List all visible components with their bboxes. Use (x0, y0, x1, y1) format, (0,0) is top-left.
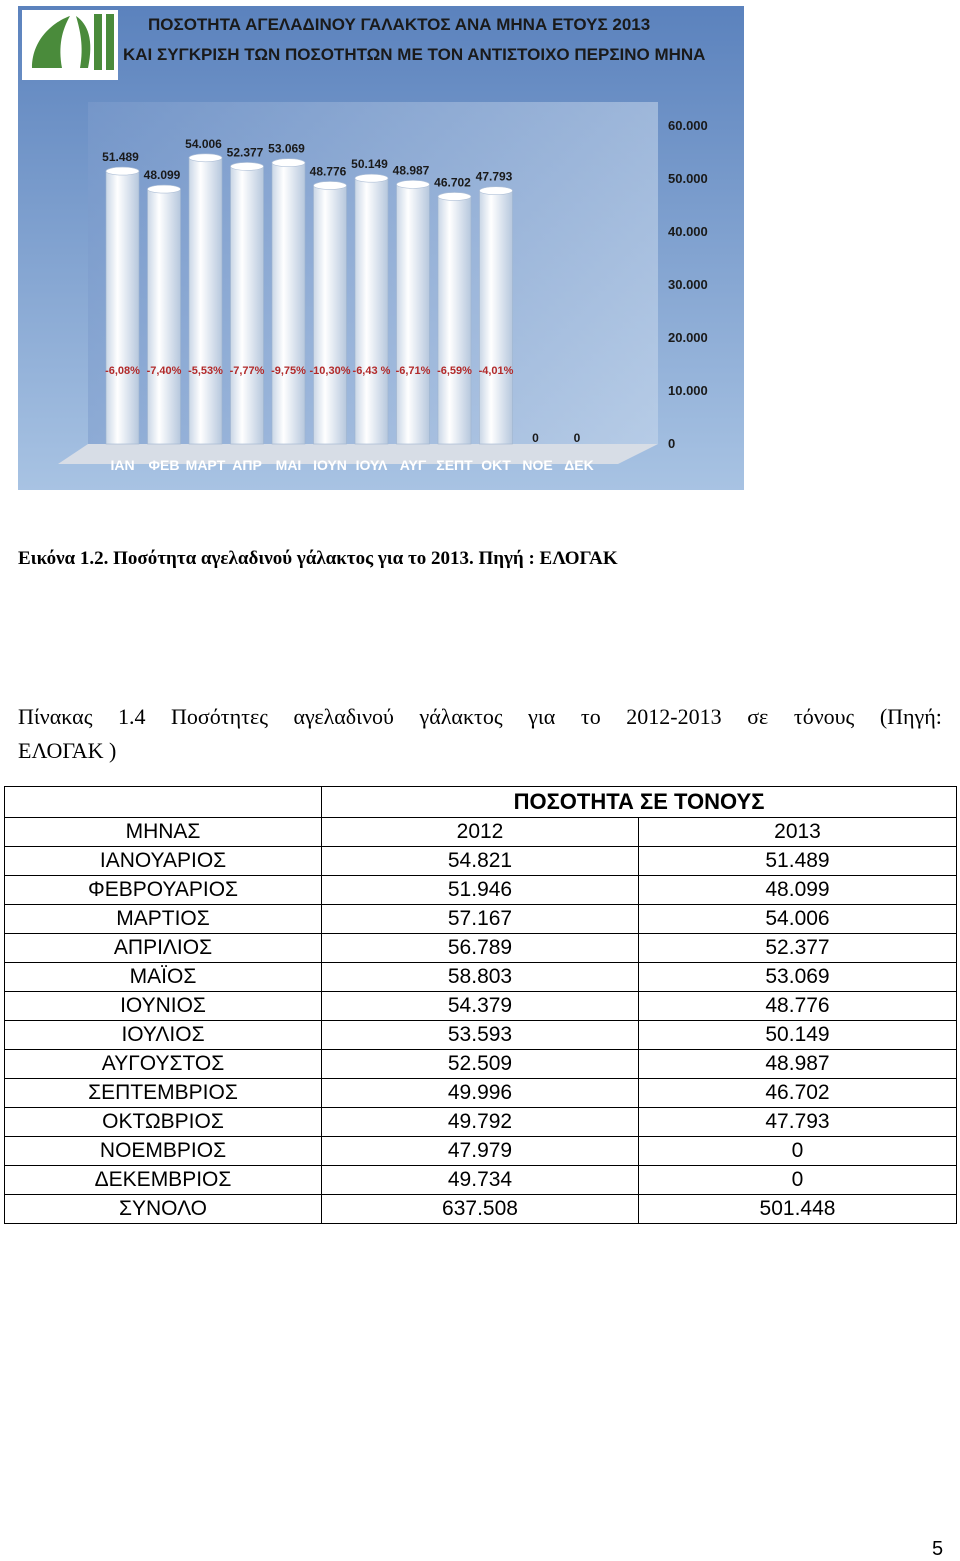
bar-value-label: 54.006 (185, 136, 222, 151)
month-cell: ΑΠΡΙΛΙΟΣ (5, 934, 322, 963)
month-cell: ΙΟΥΛΙΟΣ (5, 1021, 322, 1050)
table-title-line2: ΕΛΟΓΑΚ ) (18, 738, 117, 763)
value-2013-cell: 0 (639, 1166, 957, 1195)
table-row (5, 992, 957, 1021)
x-tick-label: ΜΑΙ (275, 457, 302, 473)
x-tick-label: ΝΟΕ (522, 457, 553, 473)
x-tick-label: ΟΚΤ (481, 457, 511, 473)
table-row (5, 905, 957, 934)
table-row (5, 1079, 957, 1108)
table-row (5, 847, 957, 876)
x-tick-label: ΔΕΚ (564, 457, 594, 473)
bar (189, 158, 222, 444)
change-percent-label: -6,43 % (352, 365, 391, 377)
value-2013-cell: 0 (639, 1137, 957, 1166)
table-row (5, 1050, 957, 1079)
change-percent-label: -4,01% (478, 365, 514, 377)
x-tick-label: ΙΑΝ (110, 457, 135, 473)
table-title-word: σε (747, 704, 769, 729)
value-2012-cell: 54.379 (322, 992, 639, 1021)
table-row (5, 1108, 957, 1137)
value-2012-cell: 49.996 (322, 1079, 639, 1108)
value-2012-cell: 52.509 (322, 1050, 639, 1079)
table-title-word: το (580, 704, 601, 729)
milk-quantity-table (4, 786, 957, 1224)
x-tick-label: ΙΟΥΝ (313, 457, 347, 473)
table-header-empty-cell (5, 787, 322, 818)
value-2013-cell: 48.987 (639, 1050, 957, 1079)
table-title-word: 2012-2013 (626, 704, 722, 729)
month-cell: ΜΑΡΤΙΟΣ (5, 905, 322, 934)
value-2013-cell: 48.776 (639, 992, 957, 1021)
table-title-word: αγελαδινού (293, 704, 394, 729)
month-cell: ΑΥΓΟΥΣΤΟΣ (5, 1050, 322, 1079)
value-2013-cell: 53.069 (639, 963, 957, 992)
value-2012-cell: 54.821 (322, 847, 639, 876)
x-tick-label: ΦΕΒ (148, 457, 180, 473)
bar (106, 171, 139, 444)
value-2012-cell: 47.979 (322, 1137, 639, 1166)
value-2012-cell: 57.167 (322, 905, 639, 934)
bar-value-label: 51.489 (102, 150, 139, 165)
x-tick-label: ΜΑΡΤ (185, 457, 226, 473)
y-tick-label: 20.000 (668, 330, 708, 345)
bar-value-label: 50.149 (351, 157, 388, 172)
bar (397, 184, 430, 444)
bar-value-label: 48.987 (392, 163, 430, 178)
value-2012-cell: 49.792 (322, 1108, 639, 1137)
bar-value-label: 53.069 (268, 141, 305, 156)
change-percent-label: -6,59% (437, 365, 472, 377)
table-title-word: γάλακτος (419, 704, 503, 729)
column-header-month: ΜΗΝΑΣ (5, 818, 322, 847)
x-tick-label: ΑΠΡ (232, 457, 262, 473)
value-2012-cell: 58.803 (322, 963, 639, 992)
value-2012-cell: 637.508 (322, 1195, 639, 1224)
table-group-header-row (5, 787, 957, 818)
bar-top (438, 192, 471, 200)
x-tick-label: ΣΕΠΤ (436, 457, 473, 473)
bar-top (397, 180, 430, 188)
table-title-word: Ποσότητες (171, 704, 268, 729)
bar-top (148, 185, 181, 193)
table-title (18, 700, 942, 768)
bar-value-label: 46.702 (434, 175, 471, 190)
table-title-word: τόνους (793, 704, 855, 729)
bar-top (314, 181, 347, 189)
y-tick-label: 40.000 (668, 224, 708, 239)
table-title-line1 (18, 700, 942, 734)
x-tick-label: ΙΟΥΛ (355, 457, 388, 473)
change-percent-label: -9,75% (271, 365, 306, 377)
bar-top (355, 174, 388, 182)
bar-top (189, 154, 222, 162)
table-group-header: ΠΟΣΟΤΗΤΑ ΣΕ ΤΟΝΟΥΣ (322, 787, 957, 818)
value-2013-cell: 52.377 (639, 934, 957, 963)
value-2013-cell: 47.793 (639, 1108, 957, 1137)
month-cell: ΙΟΥΝΙΟΣ (5, 992, 322, 1021)
column-header-2012: 2012 (322, 818, 639, 847)
bar (480, 191, 513, 444)
value-2012-cell: 56.789 (322, 934, 639, 963)
month-cell: ΣΕΠΤΕΜΒΡΙΟΣ (5, 1079, 322, 1108)
chart-subtitle: ΚΑΙ ΣΥΓΚΡΙΣΗ ΤΩΝ ΠΟΣΟΤΗΤΩΝ ΜΕ ΤΟΝ ΑΝΤΙΣΤΟΙΧΟ ΠΕΡΣΙΝΟ ΜΗΝΑ (123, 45, 706, 64)
table-title-word: (Πηγή: (879, 704, 942, 729)
y-tick-label: 10.000 (668, 383, 708, 398)
value-2013-cell: 46.702 (639, 1079, 957, 1108)
change-percent-label: -10,30% (309, 365, 351, 377)
month-cell: ΔΕΚΕΜΒΡΙΟΣ (5, 1166, 322, 1195)
bar-value-label: 48.776 (309, 164, 347, 179)
value-2012-cell: 49.734 (322, 1166, 639, 1195)
y-tick-label: 30.000 (668, 277, 708, 292)
bar-chart (18, 6, 744, 490)
bar (355, 178, 388, 444)
bar (148, 189, 181, 444)
month-cell: ΝΟΕΜΒΡΙΟΣ (5, 1137, 322, 1166)
change-percent-label: -6,08% (105, 365, 140, 377)
value-2013-cell: 501.448 (639, 1195, 957, 1224)
table-row (5, 1166, 957, 1195)
x-tick-label: ΑΥΓ (399, 457, 427, 473)
table-row (5, 1137, 957, 1166)
bar-value-label: 47.793 (475, 169, 513, 184)
month-cell: ΙΑΝΟΥΑΡΙΟΣ (5, 847, 322, 876)
y-tick-label: 50.000 (668, 171, 708, 186)
table-row (5, 1195, 957, 1224)
month-cell: ΜΑΪΟΣ (5, 963, 322, 992)
bar-top (106, 167, 139, 175)
bar (314, 185, 347, 444)
y-tick-label: 60.000 (668, 118, 708, 133)
bar (438, 196, 471, 444)
month-cell: ΦΕΒΡΟΥΑΡΙΟΣ (5, 876, 322, 905)
page-number: 5 (932, 1538, 944, 1560)
bar-value-label: 0 (573, 431, 581, 445)
bar (231, 166, 264, 444)
chart-title: ΠΟΣΟΤΗΤΑ ΑΓΕΛΑΔΙΝΟΥ ΓΑΛΑΚΤΟΣ ΑΝΑ ΜΗΝΑ ΕΤΟΥΣ 2013 (148, 15, 651, 34)
change-percent-label: -7,40% (146, 365, 182, 377)
bar-value-label: 52.377 (226, 145, 264, 160)
change-percent-label: -7,77% (229, 365, 265, 377)
month-cell: ΣΥΝΟΛΟ (5, 1195, 322, 1224)
table-title-word: για (528, 704, 556, 729)
change-percent-label: -5,53% (188, 365, 223, 377)
y-tick-label: 0 (668, 436, 676, 451)
bar-top (231, 162, 264, 170)
column-header-2013: 2013 (639, 818, 957, 847)
value-2013-cell: 50.149 (639, 1021, 957, 1050)
table-column-header-row (5, 818, 957, 847)
value-2013-cell: 48.099 (639, 876, 957, 905)
leaf-logo-icon (22, 10, 118, 80)
table-title-word: 1.4 (117, 704, 146, 729)
value-2012-cell: 53.593 (322, 1021, 639, 1050)
figure-caption: Εικόνα 1.2. Ποσότητα αγελαδινού γάλακτος για το 2013. Πηγή : ΕΛΟΓΑΚ (18, 548, 618, 569)
bar-top (480, 187, 513, 195)
table-row (5, 876, 957, 905)
table-row (5, 963, 957, 992)
value-2013-cell: 51.489 (639, 847, 957, 876)
change-percent-label: -6,71% (395, 365, 431, 377)
table-row (5, 1021, 957, 1050)
table-title-word: Πίνακας (18, 704, 93, 729)
bar-value-label: 48.099 (143, 168, 181, 183)
value-2012-cell: 51.946 (322, 876, 639, 905)
bar-top (272, 159, 305, 167)
table-row (5, 934, 957, 963)
month-cell: ΟΚΤΩΒΡΙΟΣ (5, 1108, 322, 1137)
bar-value-label: 0 (532, 431, 539, 445)
bar (272, 163, 305, 444)
milk-chart-image (18, 6, 744, 490)
value-2013-cell: 54.006 (639, 905, 957, 934)
